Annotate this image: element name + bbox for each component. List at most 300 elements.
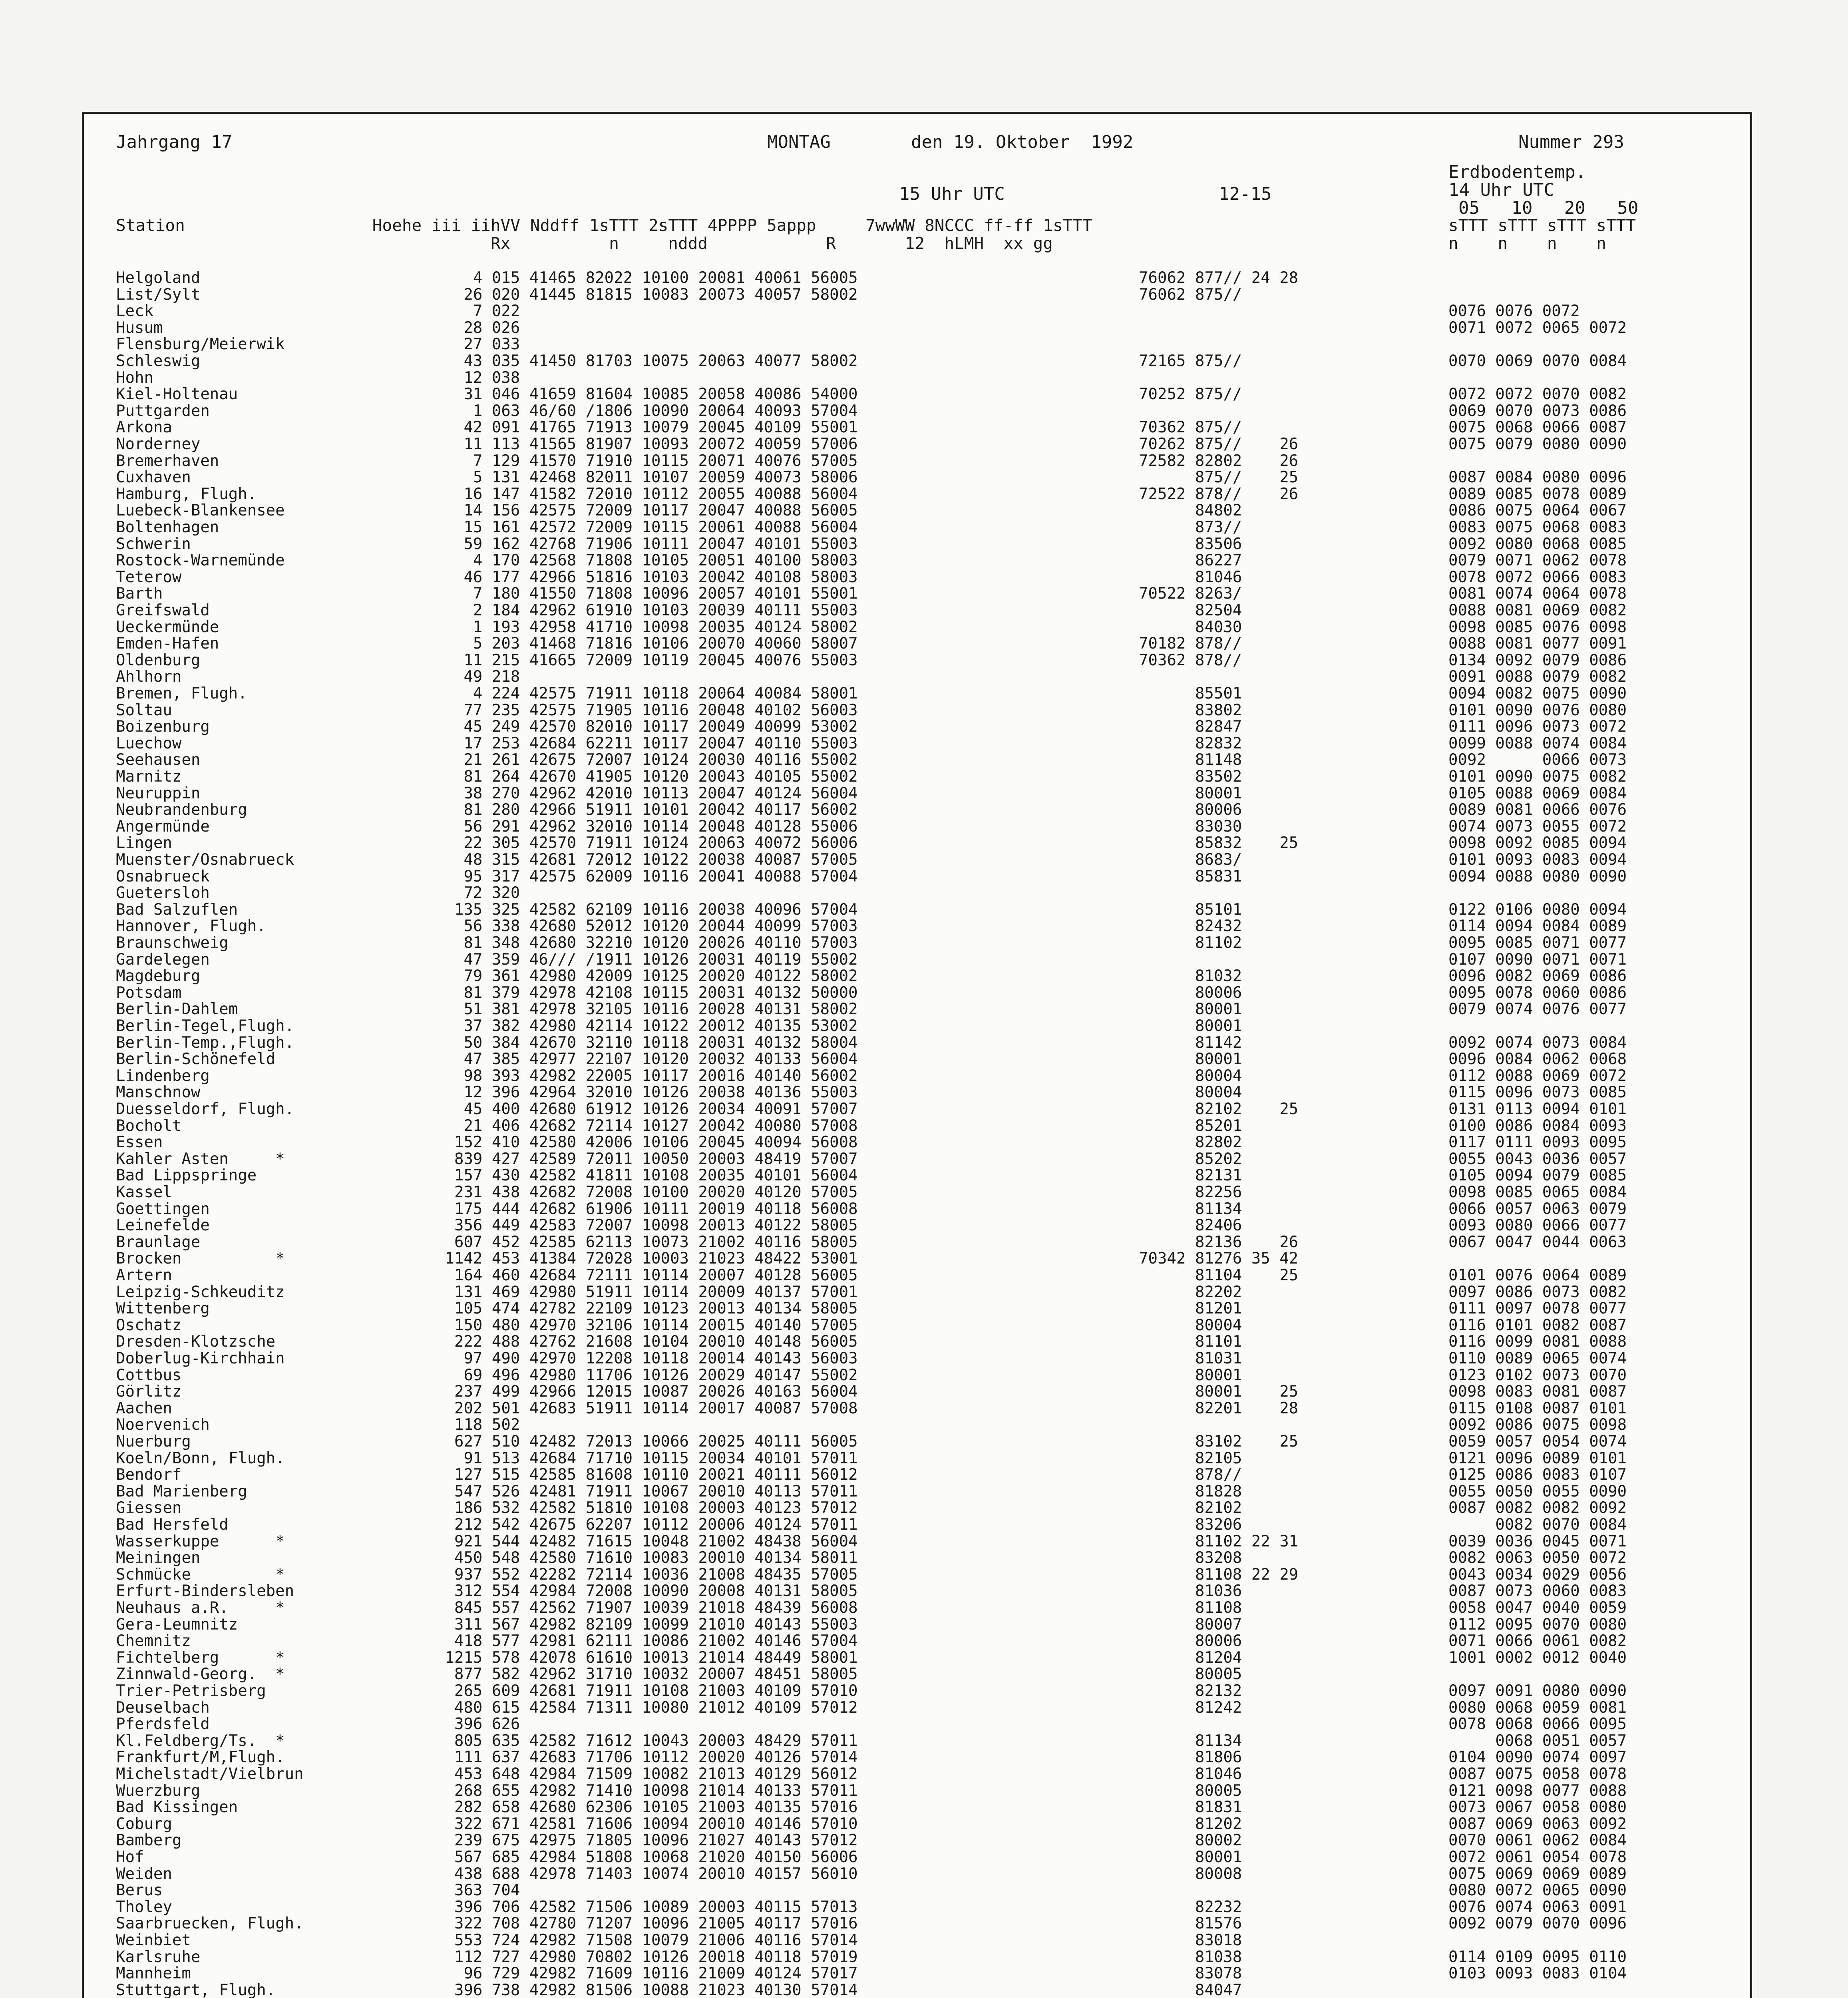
station-name: Teterow bbox=[116, 568, 182, 586]
station-extra: 85831 bbox=[1139, 867, 1242, 886]
station-name: Kl.Feldberg/Ts. * bbox=[116, 1731, 285, 1750]
station-name: Manschnow bbox=[116, 1083, 201, 1102]
station-name: Wuerzburg bbox=[116, 1781, 201, 1800]
soil-temps: 0069 0070 0073 0086 bbox=[1448, 402, 1627, 420]
station-extra: 82132 bbox=[1139, 1682, 1242, 1700]
soil-temps: 0079 0071 0062 0078 bbox=[1448, 551, 1627, 570]
station-name: Wittenberg bbox=[116, 1299, 210, 1318]
soil-temps: 0095 0085 0071 0077 bbox=[1448, 934, 1627, 952]
station-extra: 70262 875// 26 bbox=[1139, 435, 1299, 453]
station-extra: 83506 bbox=[1139, 535, 1242, 553]
soil-temps: 0070 0069 0070 0084 bbox=[1448, 352, 1627, 370]
soil-temps: 0078 0068 0066 0095 bbox=[1448, 1715, 1627, 1733]
station-values: 937 552 42282 72114 10036 21008 48435 57005 bbox=[436, 1565, 858, 1584]
station-values: 268 655 42982 71410 10098 21014 40133 57011 bbox=[436, 1781, 858, 1800]
station-values: 47 359 46/// /1911 10126 20031 40119 55002 bbox=[436, 950, 858, 969]
station-name: Doberlug-Kirchhain bbox=[116, 1349, 285, 1367]
station-name: Pferdsfeld bbox=[116, 1715, 210, 1733]
station-extra: 81108 bbox=[1139, 1599, 1242, 1617]
station-extra: 82102 25 bbox=[1139, 1100, 1299, 1118]
table-row bbox=[84, 1383, 1750, 1400]
station-extra: 82802 bbox=[1139, 1133, 1242, 1152]
station-extra: 70342 81276 35 42 bbox=[1139, 1250, 1299, 1268]
station-name: Braunschweig bbox=[116, 934, 229, 952]
station-extra: 85101 bbox=[1139, 900, 1242, 919]
station-name: Bad Salzuflen bbox=[116, 900, 238, 919]
station-values: 2 184 42962 61910 10103 20039 40111 55003 bbox=[436, 601, 858, 619]
table-row bbox=[84, 536, 1750, 553]
station-values: 212 542 42675 62207 10112 20006 40124 57011 bbox=[436, 1516, 858, 1534]
table-row bbox=[84, 1035, 1750, 1051]
station-name: Aachen bbox=[116, 1399, 172, 1417]
station-name: Zinnwald-Georg. * bbox=[116, 1665, 285, 1684]
table-row bbox=[84, 1566, 1750, 1583]
table-row bbox=[84, 685, 1750, 702]
table-row bbox=[84, 868, 1750, 885]
soil-temps: 0092 0066 0073 bbox=[1448, 751, 1627, 769]
date-label: den 19. Oktober 1992 bbox=[911, 132, 1134, 152]
table-row bbox=[84, 1151, 1750, 1168]
station-values: 127 515 42585 81608 10110 20021 40111 56012 bbox=[436, 1466, 858, 1484]
station-name: Cottbus bbox=[116, 1366, 182, 1384]
station-name: Karlsruhe bbox=[116, 1948, 201, 1966]
table-row bbox=[84, 1367, 1750, 1384]
station-name: Kahler Asten * bbox=[116, 1150, 285, 1168]
station-name: Luebeck-Blankensee bbox=[116, 501, 285, 520]
table-row bbox=[84, 552, 1750, 569]
station-extra: 81242 bbox=[1139, 1698, 1242, 1717]
station-values: 152 410 42580 42006 10106 20045 40094 56008 bbox=[436, 1133, 858, 1152]
station-extra: 80006 bbox=[1139, 1632, 1242, 1650]
soil-headers-line1: sTTT sTTT sTTT sTTT bbox=[1448, 216, 1636, 235]
station-extra: 81102 bbox=[1139, 934, 1242, 952]
soil-temps: 0101 0076 0064 0089 bbox=[1448, 1266, 1627, 1284]
station-name: Weinbiet bbox=[116, 1931, 191, 1949]
station-name: Soltau bbox=[116, 701, 172, 719]
station-name: Norderney bbox=[116, 435, 201, 453]
station-name: Hamburg, Flugh. bbox=[116, 485, 257, 503]
station-extra: 70362 878// bbox=[1139, 651, 1242, 669]
station-values: 164 460 42684 72111 10114 20007 40128 56005 bbox=[436, 1266, 858, 1284]
soil-temps: 0059 0057 0054 0074 bbox=[1448, 1433, 1627, 1451]
station-values: 322 708 42780 71207 10096 21005 40117 57016 bbox=[436, 1914, 858, 1933]
table-row bbox=[84, 419, 1750, 436]
table-row bbox=[84, 370, 1750, 386]
station-values: 627 510 42482 72013 10066 20025 40111 56005 bbox=[436, 1433, 858, 1451]
station-values: 26 020 41445 81815 10083 20073 40057 58002 bbox=[436, 285, 858, 304]
station-name: Koeln/Bonn, Flugh. bbox=[116, 1449, 285, 1467]
soil-temps: 0101 0090 0075 0082 bbox=[1448, 768, 1627, 786]
station-name: Berus bbox=[116, 1881, 163, 1900]
station-name: Hohn bbox=[116, 368, 153, 387]
table-row bbox=[84, 1699, 1750, 1716]
soil-temps: 0111 0096 0073 0072 bbox=[1448, 718, 1627, 736]
soil-temps: 0080 0068 0059 0081 bbox=[1448, 1698, 1627, 1717]
station-values: 547 526 42481 71911 10067 20010 40113 57011 bbox=[436, 1482, 858, 1500]
column-headers-line2: Rx n nddd R 12 hLMH xx gg bbox=[116, 234, 1053, 253]
soil-temps: 0107 0090 0071 0071 bbox=[1448, 950, 1627, 969]
soil-temps: 0100 0086 0084 0093 bbox=[1448, 1116, 1627, 1135]
table-row bbox=[84, 569, 1750, 586]
station-name: Schmücke * bbox=[116, 1565, 285, 1584]
station-extra: 70362 875// bbox=[1139, 418, 1242, 437]
station-extra: 80006 bbox=[1139, 801, 1242, 819]
station-values: 81 264 42670 41905 10120 20043 40105 55002 bbox=[436, 768, 858, 786]
station-name: Leinefelde bbox=[116, 1216, 210, 1235]
soil-temps: 0111 0097 0078 0077 bbox=[1448, 1299, 1627, 1318]
soil-temps: 0097 0086 0073 0082 bbox=[1448, 1283, 1627, 1301]
table-row bbox=[84, 802, 1750, 818]
table-row bbox=[84, 1267, 1750, 1284]
soil-temps: 0098 0083 0081 0087 bbox=[1448, 1383, 1627, 1401]
station-values: 28 026 bbox=[436, 318, 520, 337]
station-name: Berlin-Temp.,Flugh. bbox=[116, 1033, 294, 1052]
station-extra: 80005 bbox=[1139, 1781, 1242, 1800]
table-row bbox=[84, 1583, 1750, 1600]
station-values: 31 046 41659 81604 10085 20058 40086 54000 bbox=[436, 385, 858, 404]
station-values: 112 727 42980 70802 10126 20018 40118 57019 bbox=[436, 1948, 858, 1966]
station-values: 43 035 41450 81703 10075 20063 40077 58002 bbox=[436, 352, 858, 370]
soil-temps: 0087 0075 0058 0078 bbox=[1448, 1765, 1627, 1783]
volume-label: Jahrgang 17 bbox=[116, 132, 233, 152]
station-name: Kassel bbox=[116, 1183, 172, 1201]
station-values: 72 320 bbox=[436, 884, 520, 902]
station-name: Meiningen bbox=[116, 1549, 201, 1567]
table-row bbox=[84, 1533, 1750, 1550]
table-row bbox=[84, 1633, 1750, 1650]
station-extra: 81038 bbox=[1139, 1948, 1242, 1966]
station-name: Saarbruecken, Flugh. bbox=[116, 1914, 304, 1933]
station-extra: 83102 25 bbox=[1139, 1433, 1299, 1451]
soil-temps: 0055 0050 0055 0090 bbox=[1448, 1482, 1627, 1500]
table-row bbox=[84, 1550, 1750, 1566]
soil-temps: 0115 0096 0073 0085 bbox=[1448, 1083, 1627, 1102]
station-extra: 80001 25 bbox=[1139, 1383, 1299, 1401]
station-name: Dresden-Klotzsche bbox=[116, 1333, 276, 1351]
soil-temps: 0089 0085 0078 0089 bbox=[1448, 485, 1627, 503]
station-extra: 80004 bbox=[1139, 1083, 1242, 1102]
station-extra: 81576 bbox=[1139, 1914, 1242, 1933]
table-row bbox=[84, 718, 1750, 735]
soil-temps: 0083 0075 0068 0083 bbox=[1448, 518, 1627, 536]
soil-temps: 0066 0057 0063 0079 bbox=[1448, 1200, 1627, 1218]
station-extra: 81046 bbox=[1139, 1765, 1242, 1783]
soil-temps: 0067 0047 0044 0063 bbox=[1448, 1233, 1627, 1251]
soil-temps: 0088 0081 0077 0091 bbox=[1448, 635, 1627, 653]
soil-temps: 0112 0088 0069 0072 bbox=[1448, 1067, 1627, 1085]
station-name: Bremen, Flugh. bbox=[116, 685, 247, 702]
station-extra: 72582 82802 26 bbox=[1139, 452, 1299, 470]
station-values: 7 129 41570 71910 10115 20071 40076 57005 bbox=[436, 452, 858, 470]
soil-temps: 0116 0099 0081 0088 bbox=[1448, 1333, 1627, 1351]
soil-temps: 0087 0084 0080 0096 bbox=[1448, 468, 1627, 487]
station-values: 480 615 42584 71311 10080 21012 40109 57012 bbox=[436, 1698, 858, 1717]
table-row bbox=[84, 320, 1750, 336]
table-row bbox=[84, 1467, 1750, 1483]
soil-temps: 0122 0106 0080 0094 bbox=[1448, 900, 1627, 919]
soil-temps: 0071 0072 0065 0072 bbox=[1448, 318, 1627, 337]
station-extra: 72522 878// 26 bbox=[1139, 485, 1299, 503]
station-name: Marnitz bbox=[116, 768, 182, 786]
station-name: Emden-Hafen bbox=[116, 635, 219, 653]
table-row bbox=[84, 1716, 1750, 1733]
station-name: Bad Kissingen bbox=[116, 1798, 238, 1817]
station-values: 27 033 bbox=[436, 335, 520, 354]
table-row bbox=[84, 752, 1750, 768]
table-row bbox=[84, 602, 1750, 619]
soil-temps: 0101 0093 0083 0094 bbox=[1448, 851, 1627, 869]
station-values: 111 637 42683 71706 10112 20020 40126 57014 bbox=[436, 1748, 858, 1767]
soil-temps: 0080 0072 0065 0090 bbox=[1448, 1881, 1627, 1900]
station-name: Neubrandenburg bbox=[116, 801, 247, 819]
station-name: Weiden bbox=[116, 1865, 172, 1883]
table-row bbox=[84, 1832, 1750, 1849]
table-row bbox=[84, 1650, 1750, 1666]
soil-temps: 0094 0082 0075 0090 bbox=[1448, 685, 1627, 702]
station-values: 131 469 42980 51911 10114 20009 40137 57001 bbox=[436, 1283, 858, 1301]
soil-temps: 0098 0092 0085 0094 bbox=[1448, 834, 1627, 852]
issue-number: Nummer 293 bbox=[1518, 132, 1624, 152]
station-extra: 84802 bbox=[1139, 501, 1242, 520]
station-extra: 85501 bbox=[1139, 685, 1242, 702]
table-row bbox=[84, 386, 1750, 403]
station-values: 21 406 42682 72114 10127 20042 40080 57008 bbox=[436, 1116, 858, 1135]
station-extra: 82432 bbox=[1139, 917, 1242, 935]
station-values: 418 577 42981 62111 10086 21002 40146 57004 bbox=[436, 1632, 858, 1650]
soil-temps: 0095 0078 0060 0086 bbox=[1448, 983, 1627, 1002]
station-name: Erfurt-Bindersleben bbox=[116, 1582, 294, 1600]
station-name: Artern bbox=[116, 1266, 172, 1284]
station-values: 105 474 42782 22109 10123 20013 40134 58005 bbox=[436, 1299, 858, 1318]
station-extra: 82201 28 bbox=[1139, 1399, 1299, 1417]
station-extra: 80001 bbox=[1139, 1848, 1242, 1866]
soil-temps: 0081 0074 0064 0078 bbox=[1448, 585, 1627, 603]
station-values: 50 384 42670 32110 10118 20031 40132 58004 bbox=[436, 1033, 858, 1052]
table-row bbox=[84, 1333, 1750, 1350]
soil-temps: 0098 0085 0065 0084 bbox=[1448, 1183, 1627, 1201]
station-extra: 81032 bbox=[1139, 967, 1242, 985]
soil-temps: 0043 0034 0029 0056 bbox=[1448, 1565, 1627, 1584]
station-name: Hannover, Flugh. bbox=[116, 917, 266, 935]
station-values: 14 156 42575 72009 10117 20047 40088 56005 bbox=[436, 501, 858, 520]
station-name: Trier-Petrisberg bbox=[116, 1682, 266, 1700]
station-name: Barth bbox=[116, 585, 163, 603]
station-extra: 81108 22 29 bbox=[1139, 1565, 1299, 1584]
soil-temps: 0086 0075 0064 0067 bbox=[1448, 501, 1627, 520]
table-row bbox=[84, 652, 1750, 669]
station-extra: 82202 bbox=[1139, 1283, 1242, 1301]
station-extra: 82847 bbox=[1139, 718, 1242, 736]
station-extra: 70182 878// bbox=[1139, 635, 1242, 653]
soil-temps: 0091 0088 0079 0082 bbox=[1448, 668, 1627, 686]
soil-temps: 0072 0072 0070 0082 bbox=[1448, 385, 1627, 404]
station-name: Gera-Leumnitz bbox=[116, 1615, 238, 1634]
soil-temps: 0123 0102 0073 0070 bbox=[1448, 1366, 1627, 1384]
station-values: 453 648 42984 71509 10082 21013 40129 56012 bbox=[436, 1765, 858, 1783]
soil-temps: 0114 0109 0095 0110 bbox=[1448, 1948, 1627, 1966]
station-name: Bad Marienberg bbox=[116, 1482, 247, 1500]
station-name: Gardelegen bbox=[116, 950, 210, 969]
soil-temps: 0088 0081 0069 0082 bbox=[1448, 601, 1627, 619]
table-row bbox=[84, 1101, 1750, 1118]
station-extra: 81134 bbox=[1139, 1200, 1242, 1218]
station-values: 77 235 42575 71905 10116 20048 40102 56003 bbox=[436, 701, 858, 719]
soil-temps: 0105 0088 0069 0084 bbox=[1448, 784, 1627, 802]
station-values: 282 658 42680 62306 10105 21003 40135 57016 bbox=[436, 1798, 858, 1817]
station-extra: 80005 bbox=[1139, 1665, 1242, 1684]
soil-temps: 0087 0073 0060 0083 bbox=[1448, 1582, 1627, 1600]
soil-temps: 0105 0094 0079 0085 bbox=[1448, 1166, 1627, 1185]
table-row bbox=[84, 1217, 1750, 1234]
station-name: Boizenburg bbox=[116, 718, 210, 736]
soil-temps: 0101 0090 0076 0080 bbox=[1448, 701, 1627, 719]
station-extra: 82131 bbox=[1139, 1166, 1242, 1185]
table-row bbox=[84, 951, 1750, 968]
station-extra: 80001 bbox=[1139, 1017, 1242, 1035]
station-name: Bad Lippspringe bbox=[116, 1166, 257, 1185]
station-extra: 84047 bbox=[1139, 1981, 1242, 1998]
range-label: 12-15 bbox=[1219, 184, 1272, 204]
station-name: Michelstadt/Vielbrun bbox=[116, 1765, 304, 1783]
table-row bbox=[84, 1899, 1750, 1916]
table-row bbox=[84, 1450, 1750, 1467]
station-extra: 85202 bbox=[1139, 1150, 1242, 1168]
table-row bbox=[84, 1965, 1750, 1982]
soil-temps: 0121 0096 0089 0101 bbox=[1448, 1449, 1627, 1467]
table-row bbox=[84, 585, 1750, 602]
table-row bbox=[84, 1317, 1750, 1334]
soil-temps: 0082 0070 0084 bbox=[1448, 1516, 1627, 1534]
station-values: 1142 453 41384 72028 10003 21023 48422 53001 bbox=[436, 1250, 858, 1268]
table-row bbox=[84, 735, 1750, 752]
station-name: List/Sylt bbox=[116, 285, 201, 304]
station-extra: 83502 bbox=[1139, 768, 1242, 786]
station-values: 48 315 42681 72012 10122 20038 40087 57005 bbox=[436, 851, 858, 869]
station-name: Berlin-Dahlem bbox=[116, 1000, 238, 1019]
table-row bbox=[84, 403, 1750, 420]
station-name: Coburg bbox=[116, 1815, 172, 1833]
station-name: Arkona bbox=[116, 418, 172, 437]
soil-temps: 0115 0108 0087 0101 bbox=[1448, 1399, 1627, 1417]
soil-temps: 0079 0074 0076 0077 bbox=[1448, 1000, 1627, 1019]
soil-temps: 0097 0091 0080 0090 bbox=[1448, 1682, 1627, 1700]
station-name: Luechow bbox=[116, 734, 182, 752]
station-extra: 82105 bbox=[1139, 1449, 1242, 1467]
station-values: 47 385 42977 22107 10120 20032 40133 56004 bbox=[436, 1050, 858, 1069]
station-values: 186 532 42582 51810 10108 20003 40123 57012 bbox=[436, 1499, 858, 1517]
station-values: 15 161 42572 72009 10115 20061 40088 56004 bbox=[436, 518, 858, 536]
station-extra: 82102 bbox=[1139, 1499, 1242, 1517]
soil-temps: 0134 0092 0079 0086 bbox=[1448, 651, 1627, 669]
station-values: 22 305 42570 71911 10124 20063 40072 56006 bbox=[436, 834, 858, 852]
soil-temps: 0092 0086 0075 0098 bbox=[1448, 1416, 1627, 1434]
station-values: 46 177 42966 51816 10103 20042 40108 58003 bbox=[436, 568, 858, 586]
station-values: 4 015 41465 82022 10100 20081 40061 56005 bbox=[436, 269, 858, 287]
soil-headers-line2: n n n n bbox=[1448, 234, 1606, 253]
station-extra: 80006 bbox=[1139, 983, 1242, 1002]
station-values: 231 438 42682 72008 10100 20020 40120 57005 bbox=[436, 1183, 858, 1201]
table-row bbox=[84, 1300, 1750, 1317]
station-name: Muenster/Osnabrueck bbox=[116, 851, 294, 869]
station-values: 95 317 42575 62009 10116 20041 40088 57004 bbox=[436, 867, 858, 886]
station-values: 1 193 42958 41710 10098 20035 40124 58002 bbox=[436, 618, 858, 636]
table-row bbox=[84, 619, 1750, 636]
table-row bbox=[84, 1134, 1750, 1151]
station-values: 56 338 42680 52012 10120 20044 40099 57003 bbox=[436, 917, 858, 935]
station-values: 202 501 42683 51911 10114 20017 40087 57008 bbox=[436, 1399, 858, 1417]
station-extra: 80004 bbox=[1139, 1067, 1242, 1085]
station-values: 81 280 42966 51911 10101 20042 40117 56002 bbox=[436, 801, 858, 819]
table-row bbox=[84, 453, 1750, 470]
station-values: 239 675 42975 71805 10096 21027 40143 57012 bbox=[436, 1831, 858, 1850]
soil-temps: 0093 0080 0066 0077 bbox=[1448, 1216, 1627, 1235]
table-row bbox=[84, 1018, 1750, 1035]
station-name: Neuhaus a.R. * bbox=[116, 1599, 285, 1617]
soil-temps: 0076 0074 0063 0091 bbox=[1448, 1898, 1627, 1916]
table-row bbox=[84, 336, 1750, 353]
station-name: Berlin-Schönefeld bbox=[116, 1050, 276, 1069]
station-extra: 80001 bbox=[1139, 1050, 1242, 1069]
table-row bbox=[84, 1982, 1750, 1998]
table-row bbox=[84, 852, 1750, 868]
station-name: Kiel-Holtenau bbox=[116, 385, 238, 404]
station-extra: 86227 bbox=[1139, 551, 1242, 570]
soil-temps: 0068 0051 0057 bbox=[1448, 1731, 1627, 1750]
table-row bbox=[84, 519, 1750, 536]
station-name: Lindenberg bbox=[116, 1067, 210, 1085]
station-extra: 81104 25 bbox=[1139, 1266, 1299, 1284]
station-extra: 84030 bbox=[1139, 618, 1242, 636]
table-row bbox=[84, 303, 1750, 320]
station-extra: 76062 877// 24 28 bbox=[1139, 269, 1299, 287]
station-extra: 81806 bbox=[1139, 1748, 1242, 1767]
station-extra: 70522 8263/ bbox=[1139, 585, 1242, 603]
station-values: 37 382 42980 42114 10122 20012 40135 53002 bbox=[436, 1017, 858, 1035]
station-name: Bocholt bbox=[116, 1116, 182, 1135]
station-name: Chemnitz bbox=[116, 1632, 191, 1650]
station-name: Giessen bbox=[116, 1499, 182, 1517]
station-values: 322 671 42581 71606 10094 20010 40146 57010 bbox=[436, 1815, 858, 1833]
station-values: 1215 578 42078 61610 10013 21014 48449 58001 bbox=[436, 1648, 858, 1667]
station-extra: 80001 bbox=[1139, 1000, 1242, 1019]
soil-temps: 0072 0061 0054 0078 bbox=[1448, 1848, 1627, 1866]
station-extra: 81101 bbox=[1139, 1333, 1242, 1351]
station-name: Essen bbox=[116, 1133, 163, 1152]
table-row bbox=[84, 1118, 1750, 1134]
station-extra: 80008 bbox=[1139, 1865, 1242, 1883]
station-extra: 85201 bbox=[1139, 1116, 1242, 1135]
soil-temps: 0058 0047 0040 0059 bbox=[1448, 1599, 1627, 1617]
station-extra: 83078 bbox=[1139, 1964, 1242, 1983]
station-extra: 82504 bbox=[1139, 601, 1242, 619]
station-values: 7 022 bbox=[436, 302, 520, 320]
soil-temps: 0087 0082 0082 0092 bbox=[1448, 1499, 1627, 1517]
soil-temps: 0076 0076 0072 bbox=[1448, 302, 1580, 320]
station-values: 5 203 41468 71816 10106 20070 40060 58007 bbox=[436, 635, 858, 653]
station-extra: 875// 25 bbox=[1139, 468, 1299, 487]
station-values: 12 396 42964 32010 10126 20038 40136 55003 bbox=[436, 1083, 858, 1102]
soil-temps: 0131 0113 0094 0101 bbox=[1448, 1100, 1627, 1118]
table-row bbox=[84, 935, 1750, 951]
station-values: 21 261 42675 72007 10124 20030 40116 55002 bbox=[436, 751, 858, 769]
soil-temps: 0117 0111 0093 0095 bbox=[1448, 1133, 1627, 1152]
table-row bbox=[84, 436, 1750, 453]
station-name: Husum bbox=[116, 318, 163, 337]
station-extra: 81142 bbox=[1139, 1033, 1242, 1052]
table-row bbox=[84, 1816, 1750, 1833]
station-extra: 83802 bbox=[1139, 701, 1242, 719]
table-row bbox=[84, 1666, 1750, 1683]
